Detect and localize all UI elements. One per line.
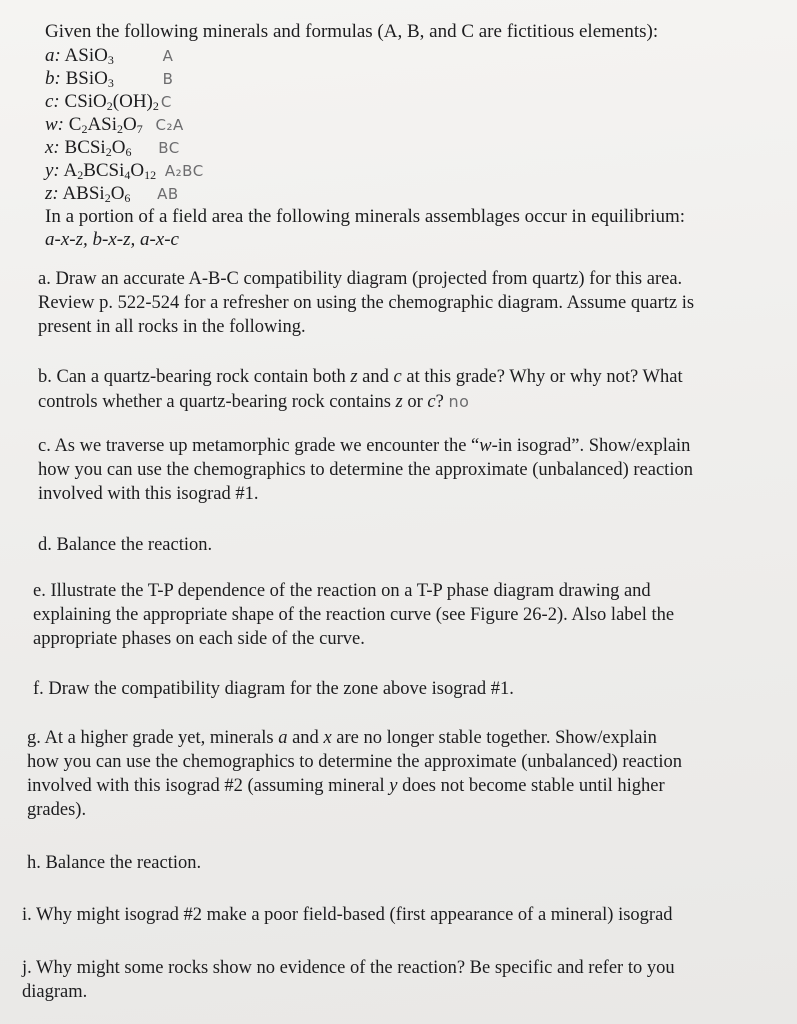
formula-part: (OH)	[112, 91, 153, 112]
handwritten-note: B	[162, 70, 174, 88]
formula-subscript: 2	[77, 168, 84, 182]
text-part: y	[389, 776, 398, 796]
mineral-c	[45, 90, 172, 114]
formula-part: ASi	[87, 114, 118, 135]
text-part: and	[287, 728, 324, 748]
question-g-line3	[27, 775, 665, 798]
question-j-line2: diagram.	[22, 982, 88, 1002]
question-j-line1: j. Why might some rocks show no evidence of the reaction? Be specific and refer to you	[22, 958, 675, 978]
text-part: are no longer stable together. Show/explain	[331, 728, 657, 748]
formula-part: ABSi	[62, 183, 105, 204]
question-g-line1	[27, 727, 657, 750]
mineral-letter: b:	[45, 68, 61, 89]
question-h: h. Balance the reaction.	[27, 853, 202, 873]
handwritten-note: BC	[158, 139, 180, 157]
formula-subscript: 6	[124, 191, 131, 205]
handwritten-note: AB	[157, 185, 179, 203]
formula-part: O	[123, 114, 137, 135]
text-part: or	[402, 392, 428, 412]
question-g-line4: grades).	[27, 800, 87, 820]
formula-subscript: 2	[152, 99, 159, 113]
formula-subscript: 4	[124, 168, 131, 182]
text-part: z	[350, 367, 358, 387]
formula-subscript: 6	[125, 145, 132, 159]
text-part: z	[395, 392, 403, 412]
handwritten-answer: no	[448, 392, 470, 411]
formula-subscript: 2	[81, 122, 88, 136]
question-e-line2: explaining the appropriate shape of the reaction curve (see Figure 26-2). Also label the	[33, 605, 675, 625]
question-d: d. Balance the reaction.	[38, 535, 213, 555]
text-part: b. Can a quartz-bearing rock contain both	[38, 367, 351, 387]
mineral-letter: x:	[45, 137, 60, 158]
formula-part: O	[110, 183, 125, 204]
formula-subscript: 7	[136, 122, 143, 136]
text-part: at this grade? Why or why not? What	[401, 367, 683, 387]
text-part: and	[357, 367, 394, 387]
question-e-line1: e. Illustrate the T-P dependence of the reaction on a T-P phase diagram drawing and	[33, 581, 651, 601]
text-part: x	[323, 728, 332, 748]
text-part: -in isograd”. Show/explain	[491, 436, 691, 456]
text-part: does not become stable until higher	[397, 776, 665, 796]
mineral-letter: w:	[45, 114, 64, 135]
handwritten-note: A	[162, 47, 174, 65]
intro-text: Given the following minerals and formulas (A, B, and C are fictitious elements):	[45, 21, 659, 42]
handwritten-note: C₂A	[155, 116, 184, 134]
assemblage-list: a-x-z, b-x-z, a-x-c	[45, 229, 179, 250]
text-part: c	[427, 392, 436, 412]
mineral-letter: z:	[45, 183, 59, 204]
formula-subscript: 2	[106, 99, 113, 113]
formula-part: CSiO	[64, 91, 107, 112]
formula-part: A	[63, 160, 78, 181]
formula-part: O	[130, 160, 145, 181]
question-a-line1: a. Draw an accurate A-B-C compatibility diagram (projected from quartz) for this area.	[38, 269, 683, 289]
formula-part: BCSi	[83, 160, 125, 181]
question-e-line3: appropriate phases on each side of the curve.	[33, 629, 365, 649]
formula-part: O	[111, 137, 126, 158]
formula-part: BSiO	[65, 68, 108, 89]
text-part: w	[479, 436, 492, 456]
formula-part: C	[68, 114, 82, 135]
question-b-line2	[38, 390, 469, 414]
mineral-a	[45, 44, 173, 68]
question-a-line2: Review p. 522-524 for a refresher on using the chemographic diagram. Assume quartz is	[38, 293, 695, 313]
text-part: controls whether a quartz-bearing rock contains	[38, 392, 396, 412]
text-part: a	[278, 728, 288, 748]
question-c-line2: how you can use the chemographics to determine the approximate (unbalanced) reaction	[38, 460, 693, 480]
handwritten-note: C	[160, 93, 172, 111]
question-f: f. Draw the compatibility diagram for the zone above isograd #1.	[33, 679, 514, 699]
text-part: c. As we traverse up metamorphic grade we encounter the “	[38, 436, 480, 456]
text-part: c	[393, 367, 402, 387]
mineral-letter: a:	[45, 45, 61, 66]
question-a-line3: present in all rocks in the following.	[38, 317, 306, 337]
formula-subscript: 2	[117, 122, 124, 136]
formula-subscript: 2	[105, 145, 112, 159]
formula-part: BCSi	[64, 137, 106, 158]
formula-subscript: 3	[107, 76, 114, 90]
text-part: involved with this isograd #2 (assuming mineral	[27, 776, 390, 796]
formula-subscript: 12	[144, 168, 157, 182]
mineral-y	[45, 159, 204, 183]
mineral-letter: c:	[45, 91, 60, 112]
mineral-x	[45, 136, 180, 160]
handwritten-note: A₂BC	[164, 162, 204, 180]
mineral-b	[45, 67, 173, 91]
mineral-letter: y:	[45, 160, 60, 181]
formula-subscript: 2	[104, 191, 111, 205]
mineral-z	[45, 182, 179, 206]
question-c-line3: involved with this isograd #1.	[38, 484, 259, 504]
formula-part: ASiO	[64, 45, 108, 66]
assemblage-intro: In a portion of a field area the following minerals assemblages occur in equilibrium:	[45, 206, 685, 227]
question-i: i. Why might isograd #2 make a poor field-based (first appearance of a mineral) isograd	[22, 905, 673, 925]
question-b-line1	[38, 366, 683, 389]
formula-subscript: 3	[107, 53, 114, 67]
text-part: ?	[435, 392, 449, 412]
question-c-line1	[38, 435, 690, 458]
text-part: g. At a higher grade yet, minerals	[27, 728, 279, 748]
mineral-w	[45, 113, 184, 137]
question-g-line2: how you can use the chemographics to determine the approximate (unbalanced) reaction	[27, 752, 682, 772]
